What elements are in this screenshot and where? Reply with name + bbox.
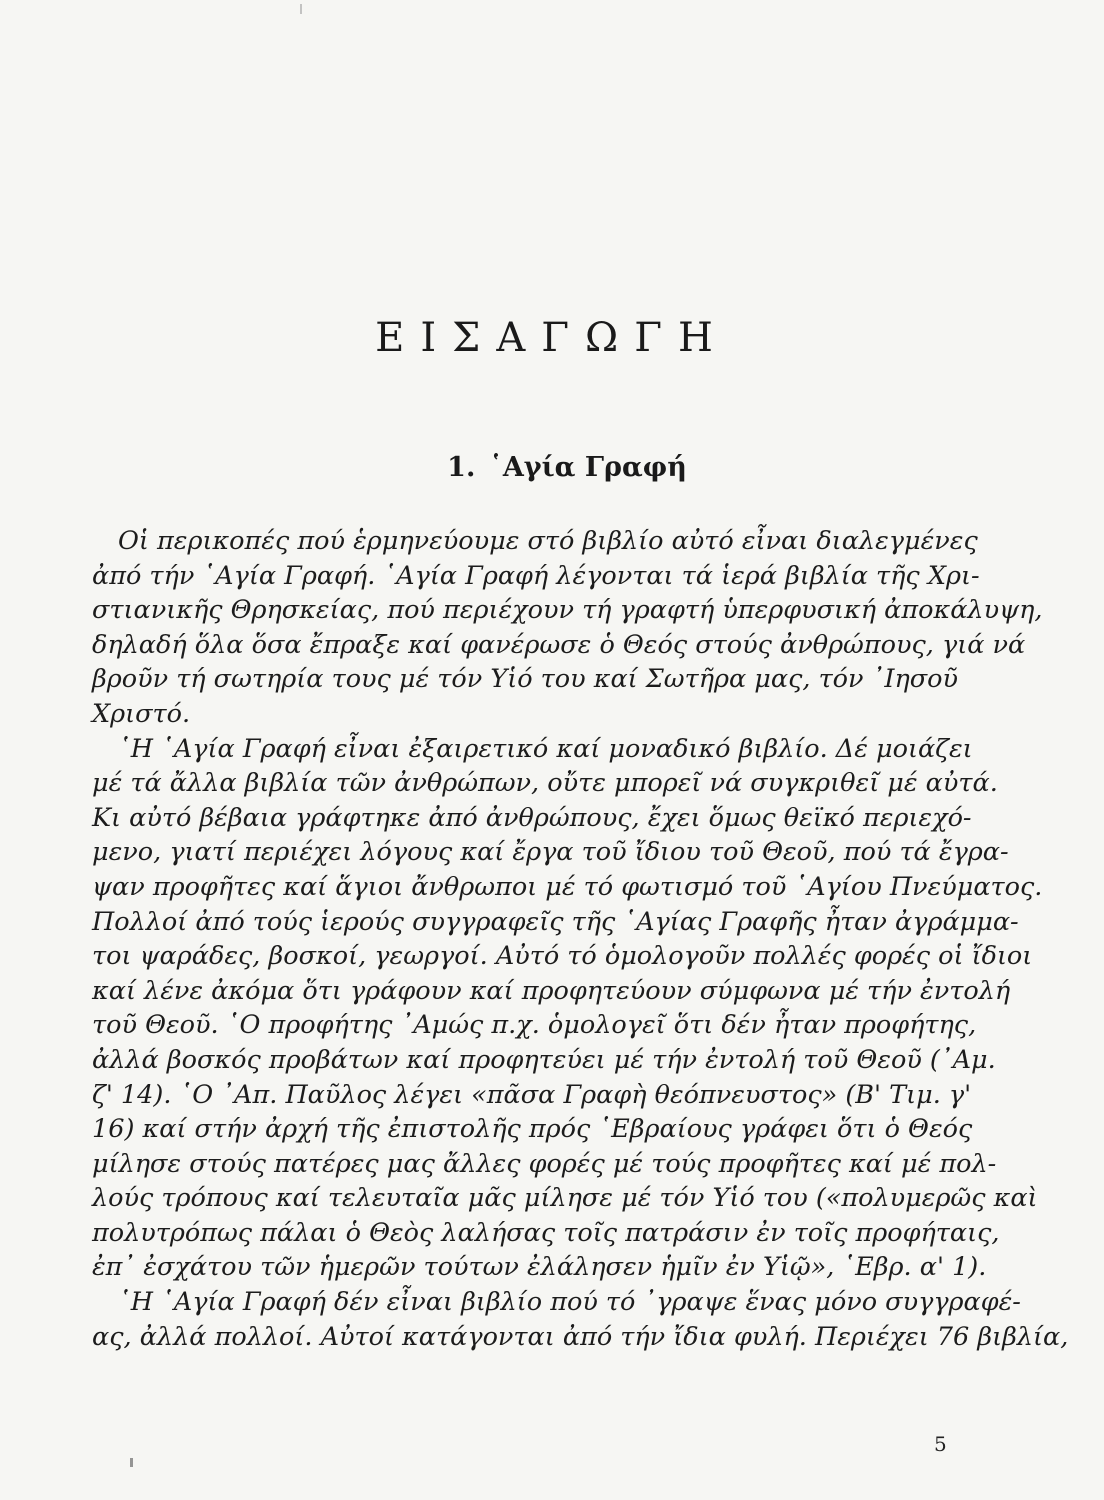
text-line: μέ τά ἄλλα βιβλία τῶν ἀνθρώπων, οὔτε μπορεῖ νά συγκριθεῖ μέ αὐτά. [92, 768, 998, 799]
text-line: τοῦ Θεοῦ. ῾Ο προφήτης ᾿Αμώς π.χ. ὁμολογεῖ ὅτι δέν ἦταν προφήτης, [92, 1010, 977, 1041]
text-line: ἐπ᾿ ἐσχάτου τῶν ἡμερῶν τούτων ἐλάλησεν ἡμῖν ἐν Υἱῷ», ῾Εβρ. α' 1). [92, 1252, 987, 1283]
text-line: ας, ἀλλά πολλοί. Αὐτοί κατάγονται ἀπό τήν ἴδια φυλή. Περιέχει 76 βιβλία, [92, 1321, 1069, 1352]
text-line: τοι ψαράδες, βοσκοί, γεωργοί. Αὐτό τό ὁμολογοῦν πολλές φορές οἱ ἴδιοι [92, 941, 1033, 972]
text-line: βροῦν τή σωτηρία τους μέ τόν Υἱό του καί Σωτῆρα μας, τόν ᾿Ιησοῦ [92, 664, 959, 695]
text-line: δηλαδή ὅλα ὅσα ἔπραξε καί φανέρωσε ὁ Θεός στούς ἀνθρώπους, γιά νά [92, 629, 1026, 660]
text-line: Πολλοί ἀπό τούς ἱερούς συγγραφεῖς τῆς ῾Αγίας Γραφῆς ἦταν ἀγράμμα- [92, 906, 1019, 937]
text-line: στιανικῆς Θρησκείας, πού περιέχουν τή γραφτή ὑπερφυσική ἀποκάλυψη, [92, 595, 1043, 626]
text-line: ῾Η ῾Αγία Γραφή δέν εἶναι βιβλίο πού τό ᾿γραψε ἕνας μόνο συγγραφέ- [118, 1287, 1021, 1318]
scan-mark [300, 4, 302, 14]
text-line: ἀπό τήν ῾Αγία Γραφή. ῾Αγία Γραφή λέγονται τά ἱερά βιβλία τῆς Χρι- [92, 560, 980, 591]
text-line: ἀλλά βοσκός προβάτων καί προφητεύει μέ τήν ἐντολή τοῦ Θεοῦ (᾿Αμ. [92, 1044, 996, 1075]
section-title: ῾Αγία Γραφή [489, 452, 687, 483]
page-title: ΕΙΣΑΓΩΓΗ [375, 314, 729, 361]
text-line: Χριστό. [92, 698, 191, 729]
section-heading [0, 452, 1104, 483]
text-line: ψαν προφῆτες καί ἅγιοι ἄνθρωποι μέ τό φωτισμό τοῦ ῾Αγίου Πνεύματος. [92, 871, 1043, 902]
text-line: ζ' 14). ῾Ο ᾿Απ. Παῦλος λέγει «πᾶσα Γραφὴ θεόπνευστος» (Β' Τιμ. γ' [92, 1079, 972, 1110]
text-line: μενο, γιατί περιέχει λόγους καί ἔργα τοῦ ἴδιου τοῦ Θεοῦ, πού τά ἔγρα- [92, 837, 1009, 868]
body-text [92, 524, 1069, 1354]
text-line: Οἱ περικοπές πού ἑρμηνεύουμε στό βιβλίο αὐτό εἶναι διαλεγμένες [118, 526, 978, 556]
section-number: 1. [447, 452, 476, 483]
page-number: 5 [934, 1432, 947, 1456]
text-line: μίλησε στούς πατέρες μας ἄλλες φορές μέ τούς προφῆτες καί μέ πολ- [92, 1148, 997, 1179]
scan-speck [130, 1458, 133, 1467]
text-line: πολυτρόπως πάλαι ὁ Θεὸς λαλήσας τοῖς πατράσιν ἐν τοῖς προφήταις, [92, 1217, 1000, 1248]
text-line: ῾Η ῾Αγία Γραφή εἶναι ἐξαιρετικό καί μοναδικό βιβλίο. Δέ μοιάζει [118, 733, 973, 764]
text-line: καί λένε ἀκόμα ὅτι γράφουν καί προφητεύουν σύμφωνα μέ τήν ἐντολή [92, 975, 1011, 1006]
text-line: λούς τρόπους καί τελευταῖα μᾶς μίλησε μέ τόν Υἱό του («πολυμερῶς καὶ [92, 1183, 1038, 1214]
text-line: Κι αὐτό βέβαια γράφτηκε ἀπό ἀνθρώπους, ἔχει ὅμως θεϊκό περιεχό- [92, 802, 972, 833]
text-line: 16) καί στήν ἀρχή τῆς ἐπιστολῆς πρός ῾Εβραίους γράφει ὅτι ὁ Θεός [92, 1114, 973, 1145]
